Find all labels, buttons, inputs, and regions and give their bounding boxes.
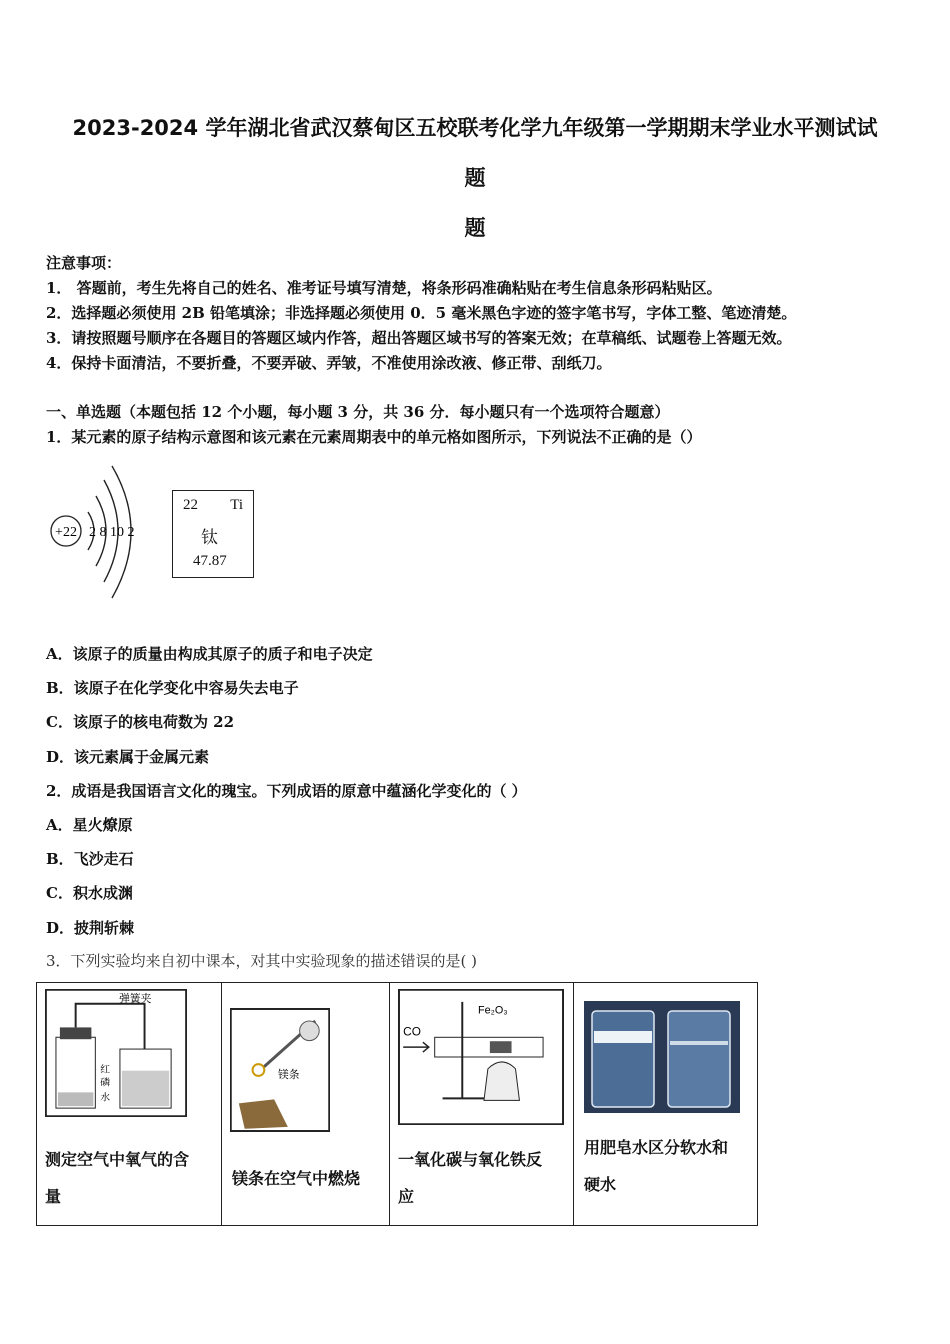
- option-c[interactable]: C．积水成渊: [46, 884, 133, 902]
- atomic-number: 22: [183, 497, 198, 513]
- option-c[interactable]: C．该原子的核电荷数为 22: [46, 713, 235, 731]
- notice-heading: 注意事项：: [46, 254, 122, 272]
- experiment-caption: [45, 1141, 189, 1215]
- co-reduction-figure: [398, 989, 564, 1125]
- shell-electrons: 2 8 10 2: [89, 525, 135, 540]
- section-heading: 一、单选题（本题包括 12 个小题，每小题 3 分，共 36 分．每小题只有一个选项符合题意）: [46, 403, 670, 421]
- oxygen-apparatus-figure: [45, 989, 187, 1117]
- fe-label: Fe₂O₃: [478, 1004, 508, 1017]
- option-b[interactable]: B．飞沙走石: [46, 850, 134, 868]
- element-cell: [172, 490, 254, 578]
- option-d[interactable]: D．披荆斩棘: [46, 919, 135, 937]
- notice-item: 1． 答题前，考生先将自己的姓名、准考证号填写清楚，将条形码准确粘贴在考生信息条形码粘贴区。: [46, 279, 722, 297]
- clip-label: 弹簧夹: [118, 991, 152, 1005]
- notice-item: 3．请按照题号顺序在各题目的答题区域内作答，超出答题区域书写的答案无效；在草稿纸、试题卷上答题无效。: [46, 329, 792, 347]
- element-symbol: Ti: [230, 497, 243, 513]
- page-title: 2023-2024 学年湖北省武汉蔡甸区五校联考化学九年级第一学期期末学业水平测试试: [72, 116, 878, 140]
- option-d[interactable]: D．该元素属于金属元素: [46, 748, 210, 766]
- caption-line: 一氧化碳与氧化铁反: [398, 1150, 543, 1169]
- phos-label: 磷: [100, 1077, 111, 1089]
- red-label: 红: [100, 1064, 111, 1076]
- experiment-cell-iron-oxide: [390, 983, 574, 1225]
- mg-label: 镁条: [278, 1067, 300, 1081]
- page-title-repeat: 题: [464, 216, 486, 240]
- atomic-mass: 47.87: [193, 553, 227, 569]
- caption-line: 量: [45, 1187, 62, 1206]
- caption-line: 硬水: [584, 1175, 617, 1194]
- element-name: 钛: [201, 528, 218, 547]
- co-label: CO: [403, 1024, 421, 1039]
- beakers-photo: [584, 1001, 740, 1113]
- experiment-table: [36, 982, 758, 1226]
- experiment-caption: [232, 1160, 360, 1197]
- page-title-continued: 题: [464, 166, 486, 190]
- caption-line: 镁条在空气中燃烧: [232, 1169, 361, 1188]
- question-1-stem: 1．某元素的原子结构示意图和该元素在元素周期表中的单元格如图所示，下列说法不正确的是（）: [46, 428, 702, 446]
- magnesium-burning-figure: [230, 1008, 330, 1132]
- notice-item: 2．选择题必须使用 2B 铅笔填涂；非选择题必须使用 0．5 毫米黑色字迹的签字笔书写，字体工整、笔迹清楚。: [46, 304, 797, 322]
- caption-line: 应: [398, 1187, 415, 1206]
- question-2-stem: 2．成语是我国语言文化的瑰宝。下列成语的原意中蕴涵化学变化的（ ）: [46, 782, 527, 800]
- question-3-stem: 3．下列实验均来自初中课本，对其中实验现象的描述错误的是( ): [46, 952, 478, 970]
- option-b[interactable]: B．该原子在化学变化中容易失去电子: [46, 679, 299, 697]
- experiment-caption: [584, 1129, 728, 1203]
- caption-line: 用肥皂水区分软水和: [584, 1138, 729, 1157]
- water-label: 水: [100, 1092, 111, 1104]
- caption-line: 测定空气中氧气的含: [45, 1150, 190, 1169]
- option-a[interactable]: A．星火燎原: [46, 816, 133, 834]
- experiment-caption: [398, 1141, 542, 1215]
- experiment-cell-magnesium: [222, 983, 390, 1225]
- option-a[interactable]: A．该原子的质量由构成其原子的质子和电子决定: [46, 645, 373, 663]
- experiment-cell-oxygen: [37, 983, 222, 1225]
- experiment-cell-soapy-water: [574, 983, 757, 1225]
- atomic-structure-diagram: [44, 462, 154, 602]
- nucleus-charge: +22: [55, 525, 77, 540]
- notice-item: 4．保持卡面清洁，不要折叠，不要弄破、弄皱，不准使用涂改液、修正带、刮纸刀。: [46, 354, 612, 372]
